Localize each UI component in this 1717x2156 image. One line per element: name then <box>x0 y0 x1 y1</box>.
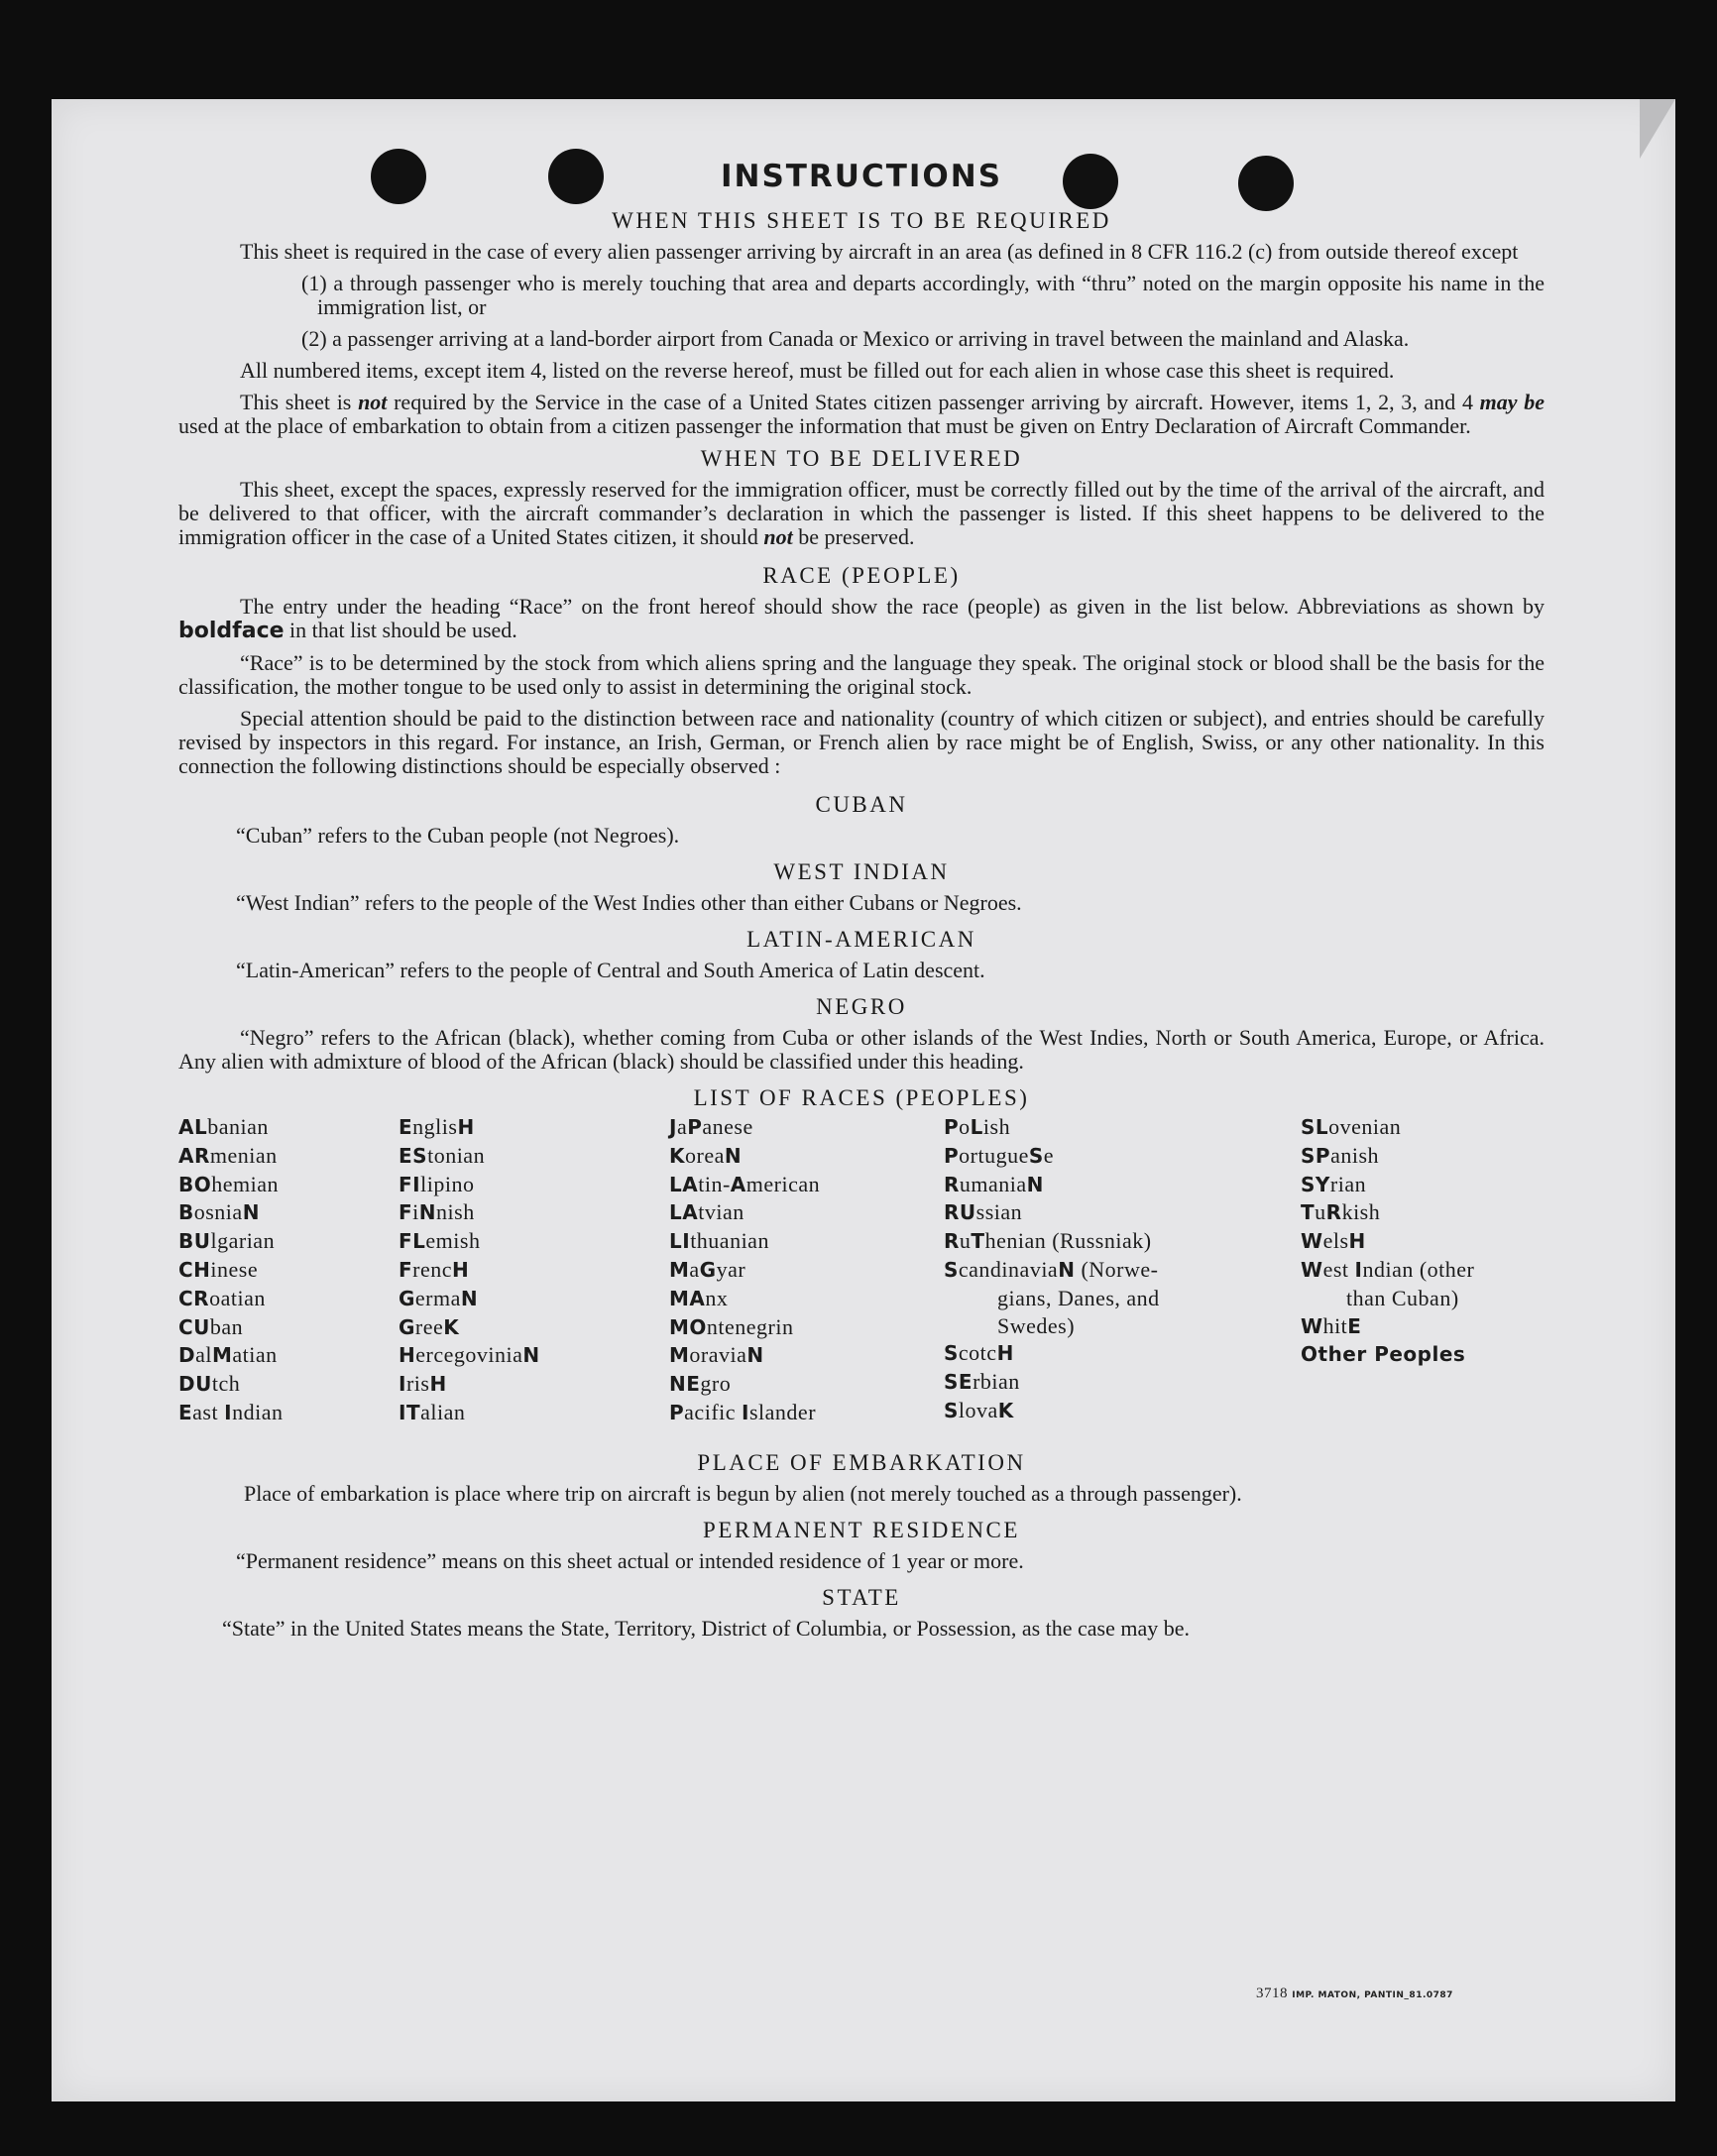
race-abbreviation: LA <box>669 1172 699 1196</box>
race-text: lipino <box>420 1171 475 1196</box>
section-heading-state: STATE <box>822 1585 901 1610</box>
race-abbreviation: N <box>746 1343 764 1368</box>
race-abbreviation: F <box>399 1257 413 1282</box>
race-abbreviation: R <box>1325 1200 1342 1225</box>
paragraph: “Latin-American” refers to the people of Central and South America of Latin descent. <box>236 958 985 982</box>
race-column-4 <box>944 1113 1241 1425</box>
race-abbreviation: I <box>742 1400 749 1424</box>
race-text: rbian <box>973 1369 1020 1395</box>
exception-item-1: (1) a through passenger who is merely touching that area and departs accordingly, with “thru” noted on the margin opposite his name in the immigration list, or <box>301 271 1545 319</box>
race-abbreviation: R <box>944 1172 960 1196</box>
race-entry <box>669 1198 820 1227</box>
race-entry <box>1301 1113 1548 1142</box>
race-abbreviation: P <box>944 1143 960 1168</box>
race-entry <box>178 1313 283 1342</box>
paragraph: “Permanent residence” means on this sheet actual or intended residence of 1 year or more. <box>236 1548 1024 1573</box>
race-text: erma <box>414 1285 461 1310</box>
section-heading-negro: NEGRO <box>816 994 907 1019</box>
race-abbreviation: P <box>687 1115 703 1139</box>
race-abbreviation: M <box>669 1257 690 1282</box>
race-column-2 <box>399 1113 540 1427</box>
race-entry <box>1301 1340 1548 1369</box>
race-text: kish <box>1341 1199 1381 1225</box>
section-heading-required: WHEN THIS SHEET IS TO BE REQUIRED <box>612 208 1111 233</box>
section-heading-west-indian: WEST INDIAN <box>773 859 950 884</box>
race-entry <box>178 1227 283 1256</box>
race-entry <box>944 1339 1241 1368</box>
race-text: ndian <box>232 1399 284 1424</box>
race-entry <box>399 1341 540 1370</box>
race-text: henian (Russniak) <box>984 1228 1152 1254</box>
race-abbreviation: MO <box>669 1314 707 1339</box>
race-abbreviation: H <box>399 1343 416 1368</box>
race-abbreviation: H <box>452 1257 470 1282</box>
race-entry <box>178 1171 283 1199</box>
race-text: nx <box>705 1285 729 1310</box>
race-abbreviation: P <box>669 1400 685 1424</box>
race-abbreviation: S <box>944 1257 959 1282</box>
race-abbreviation: N <box>1058 1257 1076 1282</box>
race-text: anish <box>1330 1142 1380 1168</box>
race-abbreviation: E <box>178 1400 193 1424</box>
paragraph: Special attention should be paid to the distinction between race and nationality (country of which citizen or subject), and entries should be carefully revised by inspectors in this regard. For instance, an Irish, German, or French alien by race might be of English, Swiss, or any other nationality. In this connection the following distinctions should be especially observed : <box>178 706 1545 778</box>
race-abbreviation: N <box>460 1286 479 1310</box>
paragraph: “West Indian” refers to the people of the West Indies other than either Cubans or Negroes. <box>236 890 1022 915</box>
race-abbreviation: N <box>418 1200 437 1225</box>
race-abbreviation: J <box>669 1115 677 1139</box>
race-abbreviation: I <box>1354 1257 1363 1282</box>
race-entry <box>1301 1312 1548 1341</box>
race-abbreviation: K <box>443 1314 460 1339</box>
race-entry <box>399 1113 540 1142</box>
race-entry <box>399 1227 540 1256</box>
race-text: ris <box>405 1371 430 1397</box>
race-entry <box>944 1368 1241 1397</box>
race-abbreviation: H <box>429 1372 447 1397</box>
race-abbreviation: G <box>399 1314 415 1339</box>
paragraph: “State” in the United States means the State, Territory, District of Columbia, or Possession, as the case may be. <box>222 1616 1191 1641</box>
race-abbreviation: MA <box>669 1286 706 1310</box>
race-entry <box>944 1397 1241 1425</box>
form-number: 3718 <box>1256 1986 1288 2001</box>
race-column-1 <box>178 1113 283 1427</box>
race-text: menian <box>209 1142 278 1168</box>
section-heading-latin-american: LATIN-AMERICAN <box>746 927 976 952</box>
race-entry <box>669 1171 820 1199</box>
race-text: tin- <box>698 1171 731 1196</box>
race-text: o <box>959 1114 971 1139</box>
race-text: oatian <box>209 1285 266 1310</box>
race-abbreviation: FL <box>399 1229 426 1254</box>
race-abbreviation: G <box>399 1286 415 1310</box>
paragraph: “Race” is to be determined by the stock from which aliens spring and the language they speak. The original stock or blood shall be the basis for the classification, the mother tongue to be used only to assist in determining the original stock. <box>178 650 1545 699</box>
race-text: inese <box>210 1256 259 1282</box>
race-entry <box>399 1171 540 1199</box>
section-heading-cuban: CUBAN <box>815 792 908 817</box>
race-entry <box>944 1171 1241 1199</box>
race-entry <box>944 1312 1241 1340</box>
race-entry <box>944 1285 1241 1312</box>
race-entry <box>399 1256 540 1285</box>
race-text: nglis <box>412 1114 458 1139</box>
race-abbreviation: T <box>1301 1200 1316 1225</box>
race-abbreviation: ES <box>399 1143 428 1168</box>
race-abbreviation: NE <box>669 1372 701 1397</box>
race-abbreviation: I <box>399 1372 406 1397</box>
race-abbreviation: FI <box>399 1172 421 1196</box>
race-abbreviation: SY <box>1301 1172 1330 1196</box>
page-title: INSTRUCTIONS <box>720 159 1003 194</box>
race-entry <box>399 1285 540 1313</box>
race-text: ortugue <box>959 1142 1029 1168</box>
race-text: candinavia <box>958 1256 1059 1282</box>
race-abbreviation: AR <box>178 1143 210 1168</box>
race-entry <box>178 1198 283 1227</box>
race-abbreviation: R <box>944 1229 960 1254</box>
race-text: lova <box>958 1397 998 1422</box>
race-entry <box>669 1313 820 1342</box>
race-text: gians, Danes, and <box>997 1285 1160 1310</box>
race-text: renc <box>412 1256 453 1282</box>
race-entry <box>669 1227 820 1256</box>
race-column-3 <box>669 1113 820 1427</box>
section-heading-embarkation: PLACE OF EMBARKATION <box>697 1450 1026 1475</box>
race-entry <box>1301 1227 1548 1256</box>
race-text: els <box>1322 1228 1349 1254</box>
race-text: i <box>412 1199 419 1225</box>
race-abbreviation: A <box>730 1172 746 1196</box>
race-text: orea <box>685 1142 725 1168</box>
race-abbreviation: AL <box>178 1115 208 1139</box>
race-entry <box>399 1313 540 1342</box>
race-abbreviation: H <box>996 1341 1014 1366</box>
race-abbreviation: SE <box>944 1370 973 1395</box>
race-text: u <box>1315 1199 1326 1225</box>
race-abbreviation: T <box>971 1229 985 1254</box>
race-text: alian <box>420 1399 466 1424</box>
race-abbreviation: Other Peoples <box>1301 1342 1466 1367</box>
race-abbreviation: CH <box>178 1257 211 1282</box>
race-entry <box>178 1370 283 1399</box>
printer-imprint <box>1256 1986 1453 2002</box>
race-abbreviation: S <box>1028 1143 1044 1168</box>
race-text: osnia <box>193 1199 243 1225</box>
race-abbreviation: N <box>522 1343 540 1368</box>
race-abbreviation: SP <box>1301 1143 1331 1168</box>
race-text: hit <box>1322 1312 1348 1338</box>
printer-name: IMP. MATON, PANTIN_81.0787 <box>1292 1990 1453 2000</box>
race-abbreviation: D <box>178 1343 196 1368</box>
race-text: ndian (other <box>1362 1256 1475 1282</box>
race-text: thuanian <box>690 1228 769 1254</box>
race-text: ast <box>192 1399 225 1424</box>
race-abbreviation: BU <box>178 1229 211 1254</box>
race-text: acific <box>684 1399 743 1424</box>
race-text: yar <box>716 1256 746 1282</box>
race-text: nish <box>436 1199 475 1225</box>
race-column-5 <box>1301 1113 1548 1369</box>
race-abbreviation: W <box>1301 1229 1323 1254</box>
paragraph: “Negro” refers to the African (black), whether coming from Cuba or other islands of the West Indies, North or South America, Europe, or Africa. Any alien with admixture of blood of the African (black) should be classified under this heading. <box>178 1025 1545 1074</box>
race-abbreviation: E <box>1347 1313 1362 1338</box>
race-entry <box>1301 1256 1548 1285</box>
paragraph: “Cuban” refers to the Cuban people (not Negroes). <box>236 823 680 848</box>
race-abbreviation: CU <box>178 1314 210 1339</box>
document-sheet <box>52 99 1675 2101</box>
race-abbreviation: H <box>457 1115 475 1139</box>
race-entry <box>178 1399 283 1427</box>
race-entry <box>399 1370 540 1399</box>
race-entry <box>1301 1142 1548 1171</box>
race-text: emish <box>425 1228 481 1254</box>
race-entry <box>669 1256 820 1285</box>
race-text: u <box>959 1228 972 1254</box>
race-text: than Cuban) <box>1346 1285 1459 1310</box>
race-list <box>178 1113 1545 1450</box>
race-abbreviation: K <box>997 1398 1014 1422</box>
race-abbreviation: M <box>212 1343 233 1368</box>
race-text: tch <box>211 1371 241 1397</box>
race-text: est <box>1322 1256 1355 1282</box>
race-text: a <box>676 1114 688 1139</box>
race-abbreviation: N <box>242 1200 260 1225</box>
race-text: (Norwe- <box>1075 1256 1159 1282</box>
race-abbreviation: RU <box>944 1200 976 1225</box>
race-entry <box>669 1370 820 1399</box>
race-entry <box>1301 1171 1548 1199</box>
race-entry <box>1301 1285 1548 1312</box>
race-entry <box>399 1198 540 1227</box>
race-abbreviation: I <box>224 1400 233 1424</box>
race-text: ree <box>414 1313 444 1339</box>
race-entry <box>669 1142 820 1171</box>
race-abbreviation: F <box>399 1200 413 1225</box>
race-text: ntenegrin <box>706 1313 794 1339</box>
race-text: e <box>1043 1142 1055 1168</box>
race-text: ercegovinia <box>415 1342 523 1368</box>
race-abbreviation: E <box>399 1115 413 1139</box>
race-abbreviation: S <box>944 1341 959 1366</box>
race-abbreviation: IT <box>399 1400 421 1424</box>
race-entry <box>178 1142 283 1171</box>
race-abbreviation: DU <box>178 1372 212 1397</box>
race-text: merican <box>745 1171 821 1196</box>
race-entry <box>944 1256 1241 1285</box>
section-heading-delivered: WHEN TO BE DELIVERED <box>700 446 1023 471</box>
race-text: gro <box>700 1371 732 1397</box>
race-text: tonian <box>427 1142 486 1168</box>
race-entry <box>944 1113 1241 1142</box>
race-abbreviation: N <box>724 1143 743 1168</box>
race-text: slander <box>748 1399 817 1424</box>
paragraph: This sheet, except the spaces, expressly reserved for the immigration officer, must be correctly filled out by the time of the arrival of the aircraft, and be delivered to that officer, with the aircraft commander’s declaration in which the passenger is listed. If this sheet happens to be delivered to the immigration officer in the case of a United States citizen, it should not be preserved. <box>178 477 1545 549</box>
paragraph: This sheet is required in the case of every alien passenger arriving by aircraft in an area (as defined in 8 CFR 116.2 (c) from outside thereof except <box>240 239 1519 264</box>
race-entry <box>669 1341 820 1370</box>
race-entry <box>178 1113 283 1142</box>
race-entry <box>944 1198 1241 1227</box>
race-abbreviation: W <box>1301 1313 1323 1338</box>
paragraph: Place of embarkation is place where trip on aircraft is begun by alien (not merely touched as a through passenger). <box>244 1481 1242 1506</box>
race-entry <box>178 1341 283 1370</box>
race-entry <box>399 1399 540 1427</box>
race-abbreviation: W <box>1301 1257 1323 1282</box>
race-entry <box>399 1142 540 1171</box>
race-abbreviation: S <box>944 1398 959 1422</box>
race-abbreviation: SL <box>1301 1115 1329 1139</box>
instructions-content <box>178 159 1545 1648</box>
race-abbreviation: P <box>944 1115 960 1139</box>
race-entry <box>944 1142 1241 1171</box>
paragraph: All numbered items, except item 4, listed on the reverse hereof, must be filled out for each alien in whose case this sheet is required. <box>240 358 1395 383</box>
race-text: cotc <box>958 1340 997 1366</box>
race-entry <box>1301 1198 1548 1227</box>
race-entry <box>178 1256 283 1285</box>
section-heading-list-of-races: LIST OF RACES (PEOPLES) <box>693 1085 1030 1110</box>
race-text: ssian <box>975 1199 1023 1225</box>
race-abbreviation: M <box>669 1343 690 1368</box>
paragraph: This sheet is not required by the Service in the case of a United States citizen passenger arriving by aircraft. However, items 1, 2, 3, and 4 may be used at the place of embarkation to obtain from a citizen passenger the information that must be given on Entry Declaration of Aircraft Commander. <box>178 390 1545 438</box>
race-text: ish <box>982 1114 1011 1139</box>
race-text: anese <box>702 1114 753 1139</box>
race-abbreviation: G <box>699 1257 717 1282</box>
race-abbreviation: CR <box>178 1286 210 1310</box>
race-text: al <box>195 1342 212 1368</box>
race-abbreviation: LI <box>669 1229 691 1254</box>
race-abbreviation: LA <box>669 1200 699 1225</box>
race-text: ovenian <box>1328 1114 1402 1139</box>
race-text: umania <box>959 1171 1027 1196</box>
race-text: atian <box>232 1342 278 1368</box>
race-entry <box>669 1399 820 1427</box>
race-abbreviation: BO <box>178 1172 212 1196</box>
race-abbreviation: H <box>1348 1229 1366 1254</box>
race-text: Swedes) <box>997 1312 1076 1338</box>
race-text: a <box>689 1256 700 1282</box>
section-heading-permanent-residence: PERMANENT RESIDENCE <box>703 1518 1020 1542</box>
section-heading-race: RACE (PEOPLE) <box>762 563 961 588</box>
race-text: tvian <box>698 1199 744 1225</box>
folded-corner <box>1640 99 1675 159</box>
race-entry <box>669 1113 820 1142</box>
paragraph: The entry under the heading “Race” on the front hereof should show the race (people) as given in the list below. Abbreviations as shown by boldface in that list should be used. <box>178 594 1545 643</box>
race-text: lgarian <box>210 1228 276 1254</box>
exception-item-2: (2) a passenger arriving at a land-border airport from Canada or Mexico or arriving in travel between the mainland and Alaska. <box>301 326 1410 351</box>
race-text: oravia <box>689 1342 747 1368</box>
race-abbreviation: B <box>178 1200 194 1225</box>
race-abbreviation: K <box>669 1143 685 1168</box>
race-text: rian <box>1329 1171 1367 1196</box>
race-abbreviation: L <box>970 1115 983 1139</box>
race-entry <box>669 1285 820 1313</box>
race-entry <box>178 1285 283 1313</box>
race-text: ban <box>209 1313 244 1339</box>
race-abbreviation: N <box>1026 1172 1044 1196</box>
race-entry <box>944 1227 1241 1256</box>
race-text: banian <box>207 1114 269 1139</box>
race-text: hemian <box>211 1171 280 1196</box>
